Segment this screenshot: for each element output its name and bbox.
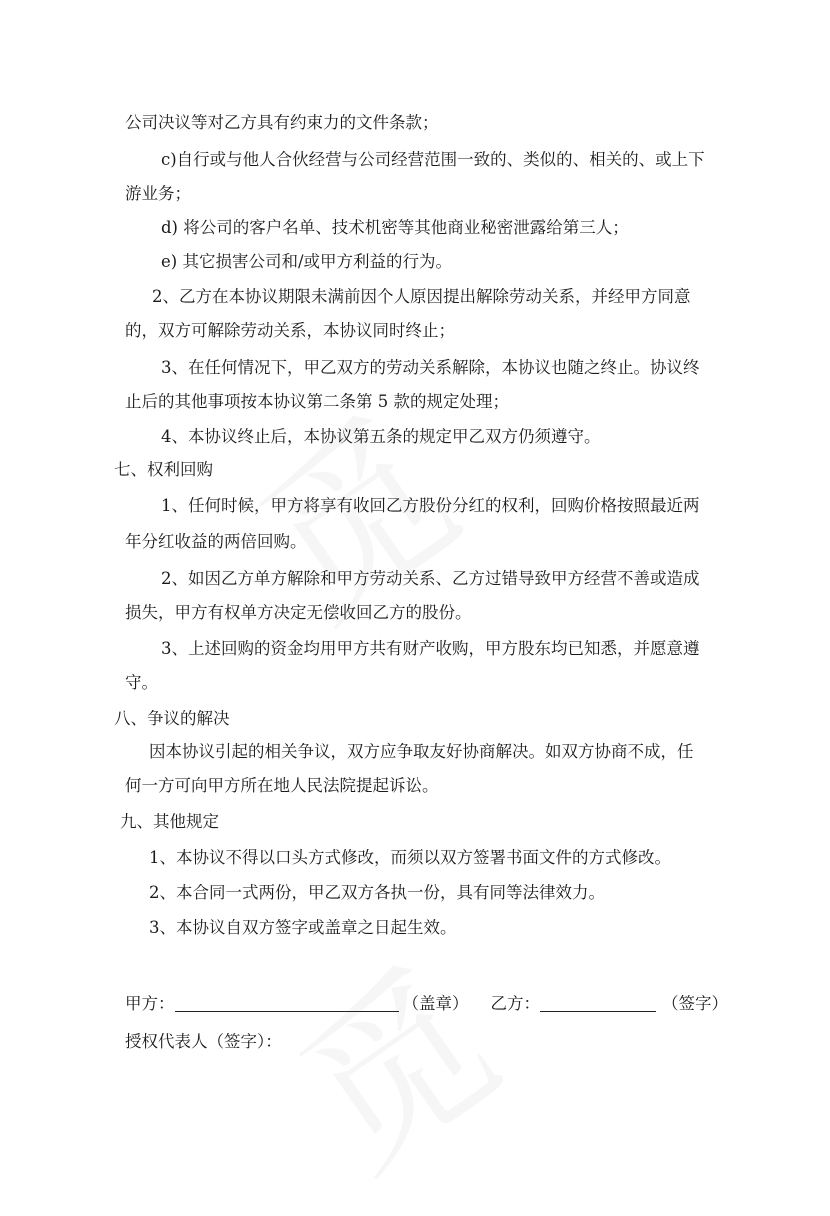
text-line: 3、在任何情况下，甲乙双方的劳动关系解除，本协议也随之终止。协议终 xyxy=(161,358,700,377)
text-line: 年分红收益的两倍回购。 xyxy=(125,532,307,551)
section-heading: 七、权利回购 xyxy=(114,460,213,479)
text-line: 4、本协议终止后，本协议第五条的规定甲乙双方仍须遵守。 xyxy=(161,427,601,446)
text-line: 因本协议引起的相关争议，双方应争取友好协商解决。如双方协商不成，任 xyxy=(149,742,694,761)
section-heading: 八、争议的解决 xyxy=(114,709,230,728)
text-line: e) 其它损害公司和/或甲方利益的行为。 xyxy=(161,252,453,271)
text-line: 3、上述回购的资金均用甲方共有财产收购，甲方股东均已知悉，并愿意遵 xyxy=(161,639,700,658)
text-line: d) 将公司的客户名单、技术机密等其他商业秘密泄露给第三人； xyxy=(161,218,629,237)
party-a-signature-line xyxy=(175,993,399,1012)
text-line: 3、本协议自双方签字或盖章之日起生效。 xyxy=(149,918,457,937)
text-line: 2、本合同一式两份，甲乙双方各执一份，具有同等法律效力。 xyxy=(149,883,605,902)
party-b-signature-line xyxy=(540,993,656,1012)
signature-row xyxy=(125,990,728,1014)
text-line: 2、如因乙方单方解除和甲方劳动关系、乙方过错导致甲方经营不善或造成 xyxy=(161,569,700,588)
text-line: 何一方可向甲方所在地人民法院提起诉讼。 xyxy=(125,776,439,795)
party-a-label: 甲方： xyxy=(125,994,175,1013)
watermark xyxy=(242,902,537,1216)
party-b-label: 乙方： xyxy=(490,994,540,1013)
text-line: 2、乙方在本协议期限未满前因个人原因提出解除劳动关系，并经甲方同意 xyxy=(152,287,691,306)
text-line: 游业务； xyxy=(125,184,191,203)
party-b-sign-label: （签字） xyxy=(662,994,728,1013)
text-line: 守。 xyxy=(125,673,158,692)
text-line: 公司决议等对乙方具有约束力的文件条款； xyxy=(125,113,439,132)
text-line: 的，双方可解除劳动关系，本协议同时终止； xyxy=(125,321,455,340)
text-line: 1、任何时候，甲方将享有收回乙方股份分红的权利，回购价格按照最近两 xyxy=(161,496,700,515)
representative-label: 授权代表人（签字）： xyxy=(125,1032,282,1051)
text-line: 损失，甲方有权单方决定无偿收回乙方的股份。 xyxy=(125,603,472,622)
text-line: c)自行或与他人合伙经营与公司经营范围一致的、类似的、相关的、或上下 xyxy=(161,150,705,169)
section-heading: 九、其他规定 xyxy=(120,812,219,831)
text-line: 止后的其他事项按本协议第二条第 5 款的规定处理； xyxy=(125,392,509,411)
text-line: 1、本协议不得以口头方式修改，而须以双方签署书面文件的方式修改。 xyxy=(149,848,671,867)
party-a-seal-label: （盖章） xyxy=(402,994,469,1013)
